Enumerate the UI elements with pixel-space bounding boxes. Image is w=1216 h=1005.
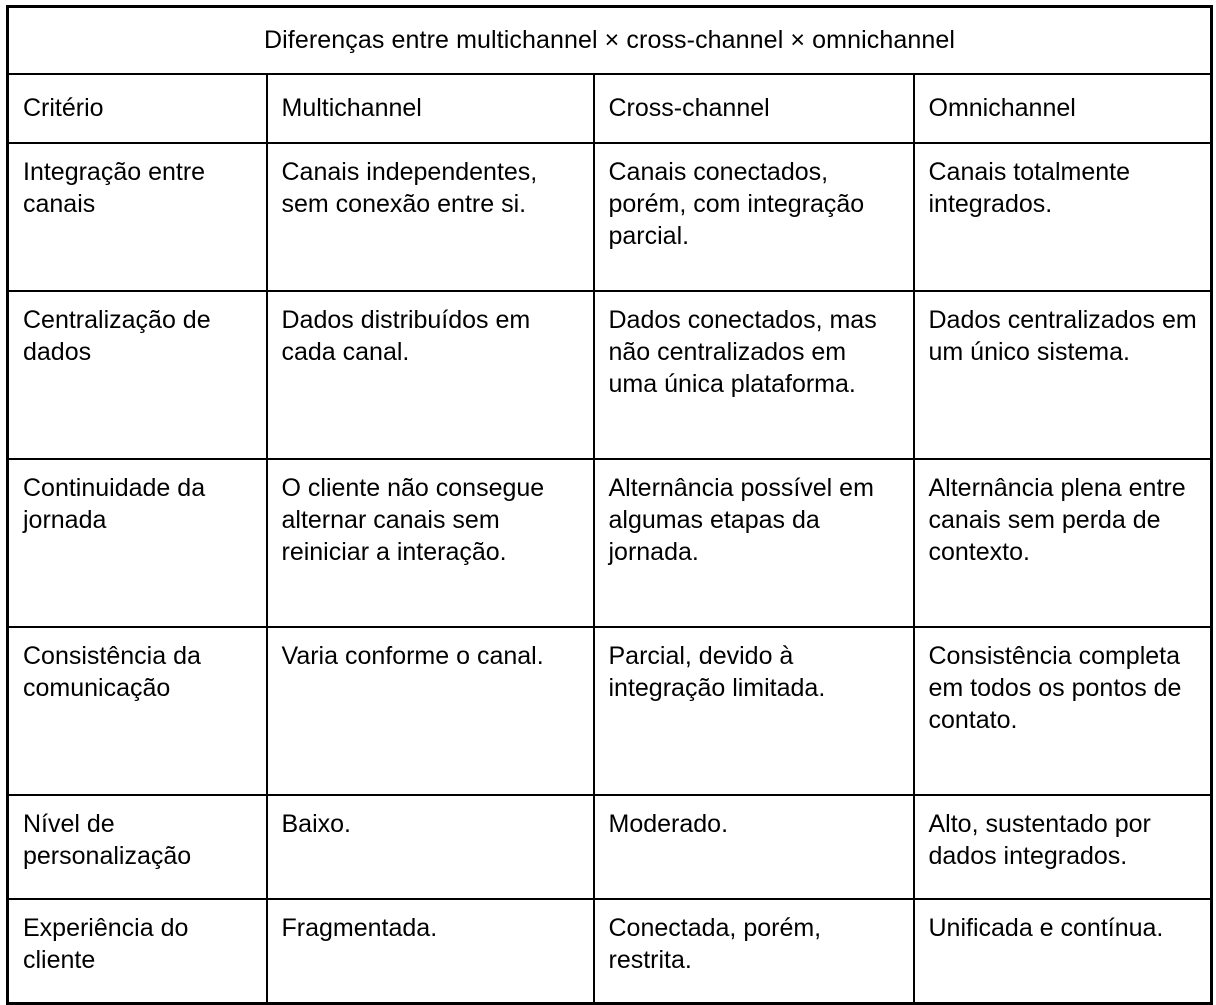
- table-header-row: [8, 74, 1212, 143]
- cell-cross-channel: Dados conectados, mas não centralizados em uma única plataforma.: [594, 291, 914, 459]
- table-row: [8, 143, 1212, 291]
- cell-criterio: Consistência da comunicação: [8, 627, 267, 795]
- cell-multichannel: Baixo.: [267, 795, 594, 899]
- cell-cross-channel: Conectada, porém, restrita.: [594, 899, 914, 1004]
- table-row: [8, 291, 1212, 459]
- comparison-table: [6, 5, 1213, 1005]
- cell-omnichannel: Unificada e contínua.: [914, 899, 1212, 1004]
- cell-omnichannel: Canais totalmente integrados.: [914, 143, 1212, 291]
- cell-omnichannel: Alternância plena entre canais sem perda de contexto.: [914, 459, 1212, 627]
- cell-multichannel: Canais independentes, sem conexão entre si.: [267, 143, 594, 291]
- column-header-omnichannel: Omnichannel: [914, 74, 1212, 143]
- cell-cross-channel: Alternância possível em algumas etapas da jornada.: [594, 459, 914, 627]
- table-title-row: [8, 7, 1212, 75]
- cell-cross-channel: Parcial, devido à integração limitada.: [594, 627, 914, 795]
- cell-multichannel: Fragmentada.: [267, 899, 594, 1004]
- cell-criterio: Experiência do cliente: [8, 899, 267, 1004]
- cell-multichannel: O cliente não consegue alternar canais sem reiniciar a interação.: [267, 459, 594, 627]
- cell-cross-channel: Canais conectados, porém, com integração parcial.: [594, 143, 914, 291]
- cell-omnichannel: Alto, sustentado por dados integrados.: [914, 795, 1212, 899]
- cell-omnichannel: Dados centralizados em um único sistema.: [914, 291, 1212, 459]
- column-header-multichannel: Multichannel: [267, 74, 594, 143]
- cell-criterio: Integração entre canais: [8, 143, 267, 291]
- table-row: [8, 627, 1212, 795]
- table-row: [8, 459, 1212, 627]
- cell-multichannel: Varia conforme o canal.: [267, 627, 594, 795]
- table-row: [8, 899, 1212, 1004]
- cell-omnichannel: Consistência completa em todos os pontos de contato.: [914, 627, 1212, 795]
- cell-cross-channel: Moderado.: [594, 795, 914, 899]
- cell-criterio: Nível de personalização: [8, 795, 267, 899]
- cell-criterio: Centralização de dados: [8, 291, 267, 459]
- cell-multichannel: Dados distribuídos em cada canal.: [267, 291, 594, 459]
- table-row: [8, 795, 1212, 899]
- column-header-criterio: Critério: [8, 74, 267, 143]
- column-header-cross-channel: Cross-channel: [594, 74, 914, 143]
- table-title: Diferenças entre multichannel × cross-channel × omnichannel: [8, 7, 1212, 75]
- cell-criterio: Continuidade da jornada: [8, 459, 267, 627]
